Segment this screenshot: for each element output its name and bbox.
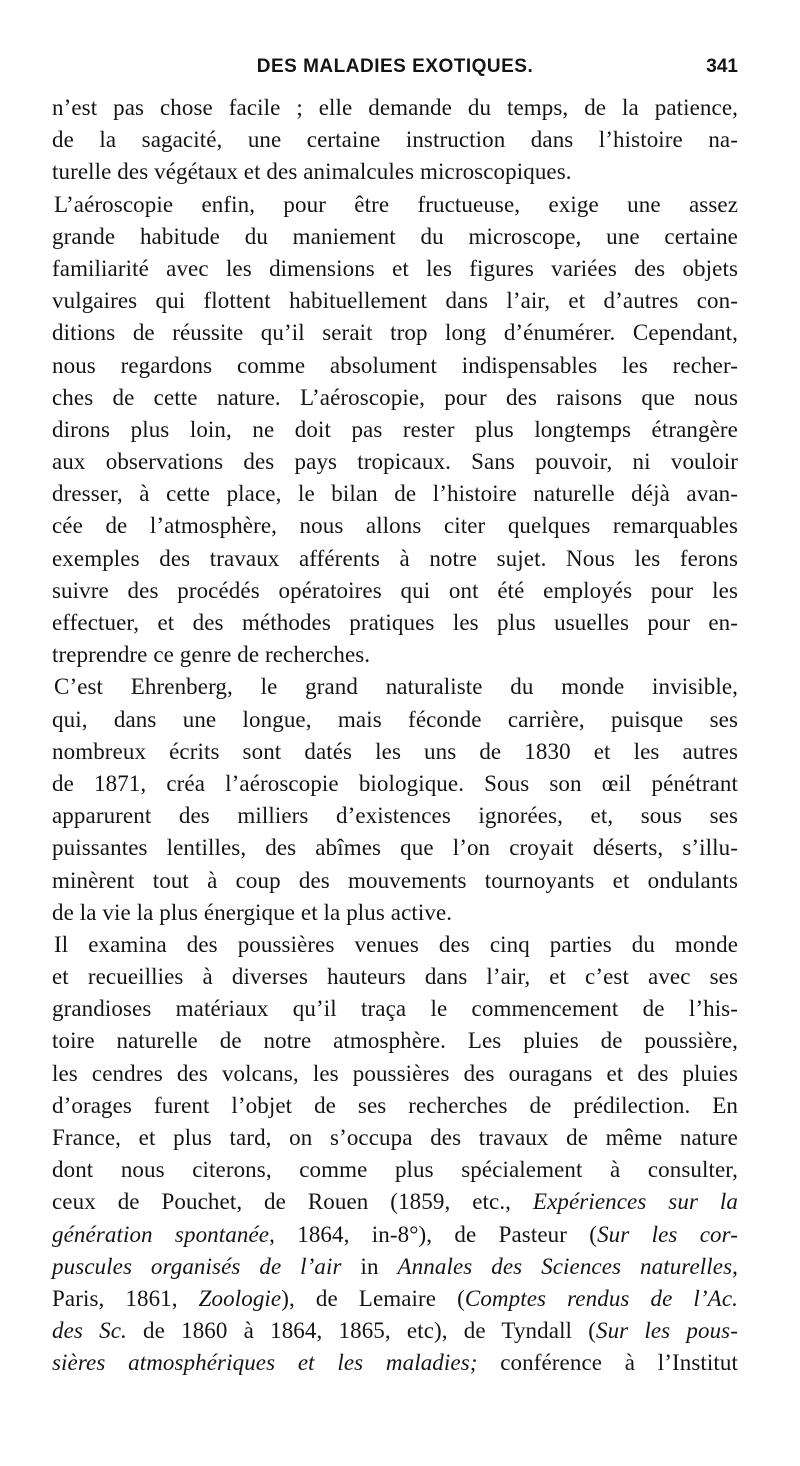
text-line: minèrent tout à coup des mouvements tournoyants et ondulants bbox=[52, 867, 738, 893]
text-line: et recueillies à diverses hauteurs dans l’air, et c’est avec ses bbox=[52, 964, 738, 990]
text-run: ), de Lemaire ( bbox=[281, 1285, 465, 1311]
text-line bbox=[52, 1315, 738, 1347]
text-line bbox=[52, 1283, 738, 1315]
text-line: dresser, à cette place, le bilan de l’histoire naturelle déjà avan- bbox=[52, 481, 738, 507]
text-line: vulgaires qui flottent habituellement dans l’air, et d’autres con- bbox=[52, 288, 738, 314]
text-line: de 1871, créa l’aéroscopie biologique. Sous son œil pénétrant bbox=[52, 770, 738, 796]
italic-title: puscules organisés de l’air bbox=[52, 1253, 342, 1279]
text-line: ditions de réussite qu’il serait trop long d’énumérer. Cependant, bbox=[52, 320, 738, 346]
body-text bbox=[52, 92, 738, 1380]
italic-title: des Sc. bbox=[52, 1318, 127, 1344]
italic-title: Zoologie bbox=[198, 1285, 282, 1311]
text-line: France, et plus tard, on s’occupa des travaux de même nature bbox=[52, 1125, 738, 1150]
text-line: dont nous citerons, comme plus spécialement à consulter, bbox=[52, 1157, 738, 1183]
text-line: exemples des travaux afférents à notre sujet. Nous les ferons bbox=[52, 545, 738, 571]
text-line: n’est pas chose facile ; elle demande du temps, de la patience, bbox=[52, 95, 738, 120]
text-line: nombreux écrits sont datés les uns de 1830 et les autres bbox=[52, 738, 738, 764]
text-line: ches de cette nature. L’aéroscopie, pour des raisons que nous bbox=[52, 384, 738, 410]
italic-title: Comptes rendus de l’Ac. bbox=[464, 1285, 738, 1311]
text-line bbox=[52, 1186, 738, 1218]
text-run: , bbox=[732, 1253, 739, 1279]
text-line: nous regardons comme absolument indispensables les recher- bbox=[52, 352, 738, 378]
text-line: C’est Ehrenberg, le grand naturaliste du monde invisible, bbox=[54, 674, 738, 700]
italic-title: Sur les cor- bbox=[597, 1221, 738, 1247]
text-line: toire naturelle de notre atmosphère. Les pluies de poussière, bbox=[52, 1028, 738, 1054]
text-run: Paris, 1861, bbox=[52, 1285, 199, 1311]
text-line: de la vie la plus énergique et la plus active. bbox=[52, 899, 453, 925]
text-line bbox=[52, 1347, 738, 1379]
text-line: suivre des procédés opératoires qui ont été employés pour les bbox=[52, 577, 738, 603]
text-line: d’orages furent l’objet de ses recherches de prédilection. En bbox=[52, 1092, 738, 1118]
text-run: conférence à l’Institut bbox=[477, 1350, 738, 1376]
text-line: les cendres des volcans, les poussières des ouragans et des pluies bbox=[52, 1060, 738, 1086]
text-line: dirons plus loin, ne doit pas rester plus longtemps étrangère bbox=[52, 416, 738, 442]
italic-title: Expériences sur la bbox=[532, 1189, 738, 1215]
text-line: turelle des végétaux et des animalcules microscopiques. bbox=[52, 159, 572, 185]
text-line: puissantes lentilles, des abîmes que l’on croyait déserts, s’illu- bbox=[52, 835, 738, 861]
italic-title: Sur les pous- bbox=[595, 1318, 738, 1344]
text-line: aux observations des pays tropicaux. Sans pouvoir, ni vouloir bbox=[52, 449, 738, 475]
italic-title: sières atmosphériques et les maladies; bbox=[52, 1350, 478, 1376]
text-line: qui, dans une longue, mais féconde carrière, puisque ses bbox=[52, 706, 738, 732]
book-page bbox=[52, 50, 738, 1380]
text-run: de 1860 à 1864, 1865, etc), de Tyndall ( bbox=[126, 1318, 596, 1344]
text-line bbox=[52, 1251, 738, 1283]
text-run: , 1864, in-8°), de Pasteur ( bbox=[269, 1221, 598, 1247]
text-line: de la sagacité, une certaine instruction dans l’histoire na- bbox=[52, 127, 738, 153]
text-line bbox=[52, 1219, 738, 1251]
page-number: 341 bbox=[706, 56, 738, 77]
text-line: effectuer, et des méthodes pratiques les plus usuelles pour en- bbox=[52, 610, 738, 635]
text-line: familiarité avec les dimensions et les figures variées des objets bbox=[52, 255, 738, 281]
running-title: DES MALADIES EXOTIQUES. bbox=[256, 56, 534, 77]
text-line: grande habitude du maniement du microscope, une certaine bbox=[52, 223, 738, 249]
text-run: in bbox=[341, 1253, 398, 1279]
italic-title: Annales des Sciences naturelles bbox=[397, 1253, 733, 1279]
italic-title: génération spontanée bbox=[52, 1221, 270, 1247]
text-line: Il examina des poussières venues des cinq parties du monde bbox=[54, 931, 738, 957]
text-line: treprendre ce genre de recherches. bbox=[52, 642, 371, 668]
text-line: cée de l’atmosphère, nous allons citer quelques remarquables bbox=[52, 513, 738, 539]
text-run: ceux de Pouchet, de Rouen (1859, etc., bbox=[52, 1189, 533, 1215]
text-line: grandioses matériaux qu’il traça le commencement de l’his- bbox=[52, 996, 738, 1022]
text-line: L’aéroscopie enfin, pour être fructueuse, exige une assez bbox=[54, 191, 738, 217]
running-head bbox=[52, 50, 738, 84]
text-line: apparurent des milliers d’existences ignorées, et, sous ses bbox=[52, 803, 738, 829]
